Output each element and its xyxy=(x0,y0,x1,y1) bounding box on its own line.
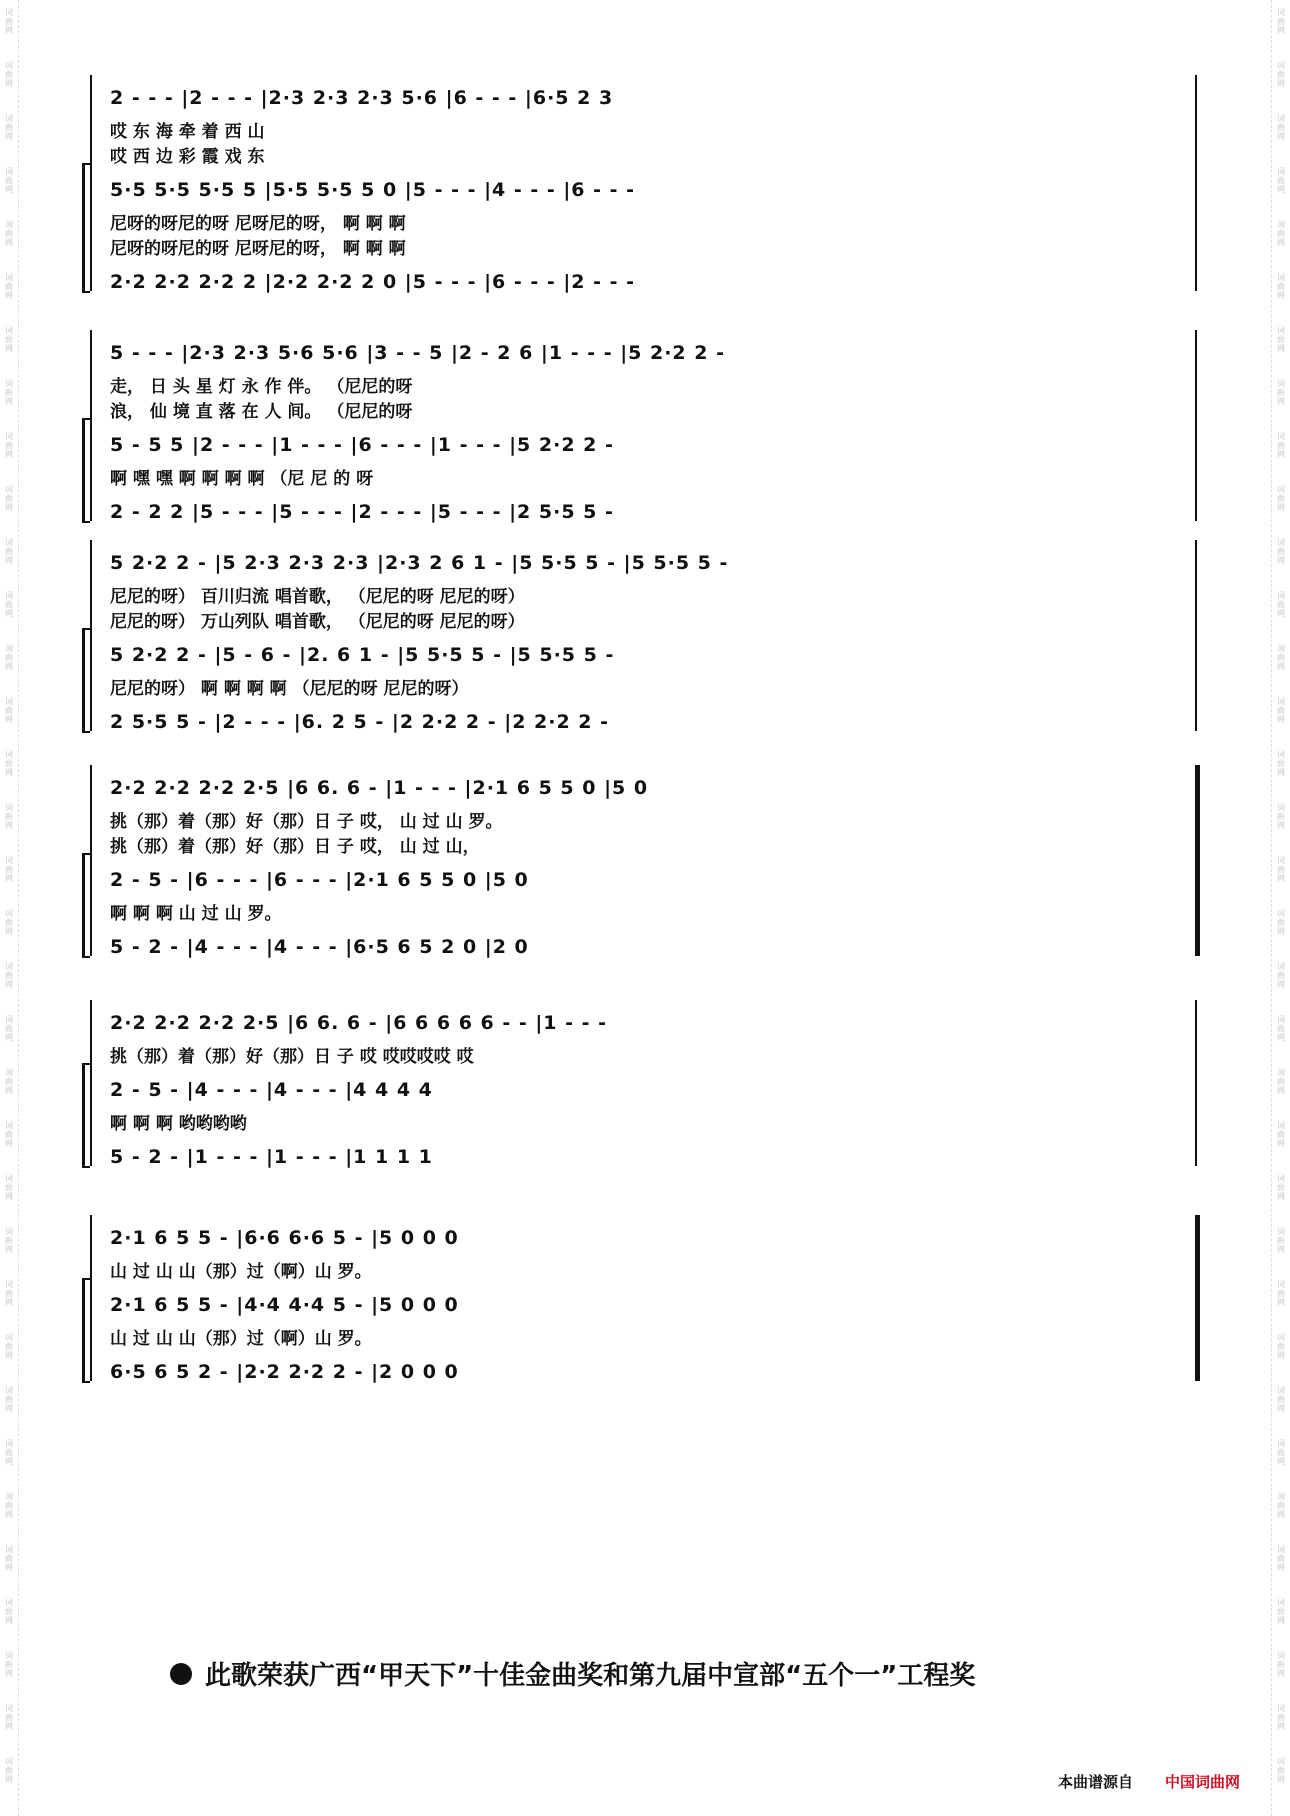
system-end-barline xyxy=(1195,1215,1200,1381)
notation-line: 2·1 6 5 5 - |4·4 4·4 5 - |5 0 0 0 xyxy=(110,1294,459,1316)
watermark-text: 词曲网 xyxy=(1277,1333,1285,1360)
watermark-text: 词曲网 xyxy=(5,1757,13,1784)
watermark-text: 词曲网 xyxy=(5,220,13,247)
notation-line: 5 2·2 2 - |5 2·3 2·3 2·3 |2·3 2 6 1 - |5 5·5 5 - |5 5·5 5 - xyxy=(110,552,729,574)
lyric-line: 尼尼的呀） 万山列队 唱首歌， （尼尼的呀 尼尼的呀） xyxy=(110,612,525,632)
lyric-line: 山 过 山 山（那）过（啊）山 罗。 xyxy=(110,1329,372,1349)
system-start-barline xyxy=(90,540,92,731)
watermark-text: 词曲网 xyxy=(5,167,13,194)
watermark-text: 词曲网 xyxy=(5,1545,13,1572)
watermark-text: 词曲网 xyxy=(5,1280,13,1307)
watermark-text: 词曲网 xyxy=(1277,1598,1285,1625)
watermark-text: 词曲网 xyxy=(1277,273,1285,300)
watermark-text: 词曲网 xyxy=(1277,1015,1285,1042)
watermark-text: 词曲网 xyxy=(1277,538,1285,565)
system-end-barline xyxy=(1195,75,1197,291)
watermark-text: 词曲网 xyxy=(1277,220,1285,247)
lyric-line: 啊 啊 啊 山 过 山 罗。 xyxy=(110,904,282,924)
watermark-text: 词曲网 xyxy=(1277,1068,1285,1095)
staff-bracket xyxy=(82,1063,90,1168)
watermark-text: 词曲网 xyxy=(5,432,13,459)
notation-line: 5 - 2 - |4 - - - |4 - - - |6·5 6 5 2 0 |2 0 xyxy=(110,936,529,958)
system-end-barline xyxy=(1195,540,1197,731)
notation-line: 2 - 2 2 |5 - - - |5 - - - |2 - - - |5 - - - |2 5·5 5 - xyxy=(110,501,614,523)
watermark-text: 词曲网 xyxy=(5,591,13,618)
watermark-text: 词曲网 xyxy=(1277,432,1285,459)
lyric-line: 走， 日 头 星 灯 永 作 伴。 （尼尼的呀 xyxy=(110,377,413,397)
notation-line: 2·2 2·2 2·2 2·5 |6 6. 6 - |1 - - - |2·1 6 5 5 0 |5 0 xyxy=(110,777,649,799)
watermark-text: 词曲网 xyxy=(1277,962,1285,989)
source-label: 本曲谱源自 xyxy=(1058,1773,1134,1791)
watermark-text: 词曲网 xyxy=(5,61,13,88)
staff-bracket xyxy=(82,628,90,733)
staff-bracket xyxy=(82,1278,90,1383)
watermark-text: 词曲网 xyxy=(1277,909,1285,936)
watermark-text: 词曲网 xyxy=(1277,1704,1285,1731)
watermark-text: 词曲网 xyxy=(1277,856,1285,883)
watermark-text: 词曲网 xyxy=(1277,8,1285,35)
notation-line: 2 - - - |2 - - - |2·3 2·3 2·3 5·6 |6 - - - |6·5 2 3 xyxy=(110,87,614,109)
system-start-barline xyxy=(90,75,92,291)
watermark-text: 词曲网 xyxy=(5,1333,13,1360)
watermark-text: 词曲网 xyxy=(1277,167,1285,194)
watermark-text: 词曲网 xyxy=(1277,1386,1285,1413)
watermark-text: 词曲网 xyxy=(1277,1439,1285,1466)
watermark-text: 词曲网 xyxy=(1277,803,1285,830)
watermark-text: 词曲网 xyxy=(5,750,13,777)
notation-line: 2·2 2·2 2·2 2·5 |6 6. 6 - |6 6 6 6 6 - - |1 - - - xyxy=(110,1012,608,1034)
system-start-barline xyxy=(90,330,92,521)
watermark-text: 词曲网 xyxy=(1277,379,1285,406)
notation-line: 2 5·5 5 - |2 - - - |6. 2 5 - |2 2·2 2 - |2 2·2 2 - xyxy=(110,711,610,733)
source-site-link[interactable]: 中国词曲网 xyxy=(1165,1773,1241,1791)
watermark-text: 词曲网 xyxy=(5,962,13,989)
watermark-text: 词曲网 xyxy=(5,485,13,512)
watermark-text: 词曲网 xyxy=(5,697,13,724)
lyric-line: 哎 西 边 彩 霞 戏 东 xyxy=(110,147,265,167)
watermark-text: 词曲网 xyxy=(5,1174,13,1201)
lyric-line: 尼呀的呀尼的呀 尼呀尼的呀， 啊 啊 啊 xyxy=(110,214,406,234)
watermark-text: 词曲网 xyxy=(5,1121,13,1148)
watermark-text: 词曲网 xyxy=(5,8,13,35)
system-start-barline xyxy=(90,1000,92,1166)
lyric-line: 挑（那）着（那）好（那）日 子 哎， 山 过 山， xyxy=(110,837,480,857)
system-end-barline xyxy=(1195,330,1197,521)
lyric-line: 尼呀的呀尼的呀 尼呀尼的呀， 啊 啊 啊 xyxy=(110,239,406,259)
watermark-text: 词曲网 xyxy=(5,644,13,671)
watermark-text: 词曲网 xyxy=(5,1386,13,1413)
notation-line: 6·5 6 5 2 - |2·2 2·2 2 - |2 0 0 0 xyxy=(110,1361,459,1383)
award-note: 此歌荣获广西“甲天下”十佳金曲奖和第九届中宣部“五个一”工程奖 xyxy=(205,1661,976,1691)
notation-line: 5 - 2 - |1 - - - |1 - - - |1 1 1 1 xyxy=(110,1146,433,1168)
lyric-line: 浪， 仙 境 直 落 在 人 间。 （尼尼的呀 xyxy=(110,402,413,422)
watermark-text: 词曲网 xyxy=(1277,485,1285,512)
watermark-text: 词曲网 xyxy=(1277,1651,1285,1678)
watermark-text: 词曲网 xyxy=(1277,61,1285,88)
lyric-line: 挑（那）着（那）好（那）日 子 哎， 山 过 山 罗。 xyxy=(110,812,503,832)
watermark-text: 词曲网 xyxy=(5,1492,13,1519)
notation-line: 2·2 2·2 2·2 2 |2·2 2·2 2 0 |5 - - - |6 - - - |2 - - - xyxy=(110,271,636,293)
watermark-text: 词曲网 xyxy=(5,326,13,353)
watermark-text: 词曲网 xyxy=(5,1015,13,1042)
watermark-text: 词曲网 xyxy=(1277,591,1285,618)
watermark-text: 词曲网 xyxy=(1277,1174,1285,1201)
watermark-text: 词曲网 xyxy=(1277,697,1285,724)
watermark-text: 词曲网 xyxy=(1277,644,1285,671)
watermark-text: 词曲网 xyxy=(1277,1545,1285,1572)
watermark-text: 词曲网 xyxy=(5,803,13,830)
system-end-barline xyxy=(1195,765,1200,956)
watermark-text: 词曲网 xyxy=(5,1068,13,1095)
notation-line: 5 2·2 2 - |5 - 6 - |2. 6 1 - |5 5·5 5 - |5 5·5 5 - xyxy=(110,644,615,666)
lyric-line: 哎 东 海 牵 着 西 山 xyxy=(110,122,265,142)
watermark-text: 词曲网 xyxy=(1277,1757,1285,1784)
notation-line: 5·5 5·5 5·5 5 |5·5 5·5 5 0 |5 - - - |4 - - - |6 - - - xyxy=(110,179,636,201)
watermark-text: 词曲网 xyxy=(5,909,13,936)
watermark-text: 词曲网 xyxy=(1277,1280,1285,1307)
watermark-text: 词曲网 xyxy=(5,273,13,300)
lyric-line: 啊 嘿 嘿 啊 啊 啊 啊 （尼 尼 的 呀 xyxy=(110,469,374,489)
watermark-text: 词曲网 xyxy=(1277,114,1285,141)
lyric-line: 尼尼的呀） 百川归流 唱首歌， （尼尼的呀 尼尼的呀） xyxy=(110,587,525,607)
watermark-text: 词曲网 xyxy=(5,1651,13,1678)
watermark-text: 词曲网 xyxy=(5,1598,13,1625)
system-start-barline xyxy=(90,765,92,956)
lyric-line: 尼尼的呀） 啊 啊 啊 啊 （尼尼的呀 尼尼的呀） xyxy=(110,679,469,699)
watermark-text: 词曲网 xyxy=(5,114,13,141)
watermark-text: 词曲网 xyxy=(5,1704,13,1731)
bullet-dot xyxy=(170,1663,192,1685)
staff-bracket xyxy=(82,853,90,958)
watermark-text: 词曲网 xyxy=(5,1227,13,1254)
watermark-text: 词曲网 xyxy=(5,379,13,406)
watermark-text: 词曲网 xyxy=(1277,1121,1285,1148)
watermark-text: 词曲网 xyxy=(1277,1227,1285,1254)
watermark-text: 词曲网 xyxy=(5,856,13,883)
lyric-line: 山 过 山 山（那）过（啊）山 罗。 xyxy=(110,1262,372,1282)
watermark-text: 词曲网 xyxy=(5,1439,13,1466)
watermark-text: 词曲网 xyxy=(1277,326,1285,353)
notation-line: 2 - 5 - |6 - - - |6 - - - |2·1 6 5 5 0 |5 0 xyxy=(110,869,529,891)
lyric-line: 啊 啊 啊 哟哟哟哟 xyxy=(110,1114,247,1134)
system-end-barline xyxy=(1195,1000,1197,1166)
watermark-text: 词曲网 xyxy=(1277,750,1285,777)
watermark-text: 词曲网 xyxy=(5,538,13,565)
staff-bracket xyxy=(82,418,90,523)
staff-bracket xyxy=(82,163,90,293)
notation-line: 5 - 5 5 |2 - - - |1 - - - |6 - - - |1 - - - |5 2·2 2 - xyxy=(110,434,614,456)
lyric-line: 挑（那）着（那）好（那）日 子 哎 哎哎哎哎 哎 xyxy=(110,1047,474,1067)
system-start-barline xyxy=(90,1215,92,1381)
notation-line: 5 - - - |2·3 2·3 5·6 5·6 |3 - - 5 |2 - 2 6 |1 - - - |5 2·2 2 - xyxy=(110,342,725,364)
notation-line: 2 - 5 - |4 - - - |4 - - - |4 4 4 4 xyxy=(110,1079,433,1101)
watermark-text: 词曲网 xyxy=(1277,1492,1285,1519)
notation-line: 2·1 6 5 5 - |6·6 6·6 5 - |5 0 0 0 xyxy=(110,1227,459,1249)
